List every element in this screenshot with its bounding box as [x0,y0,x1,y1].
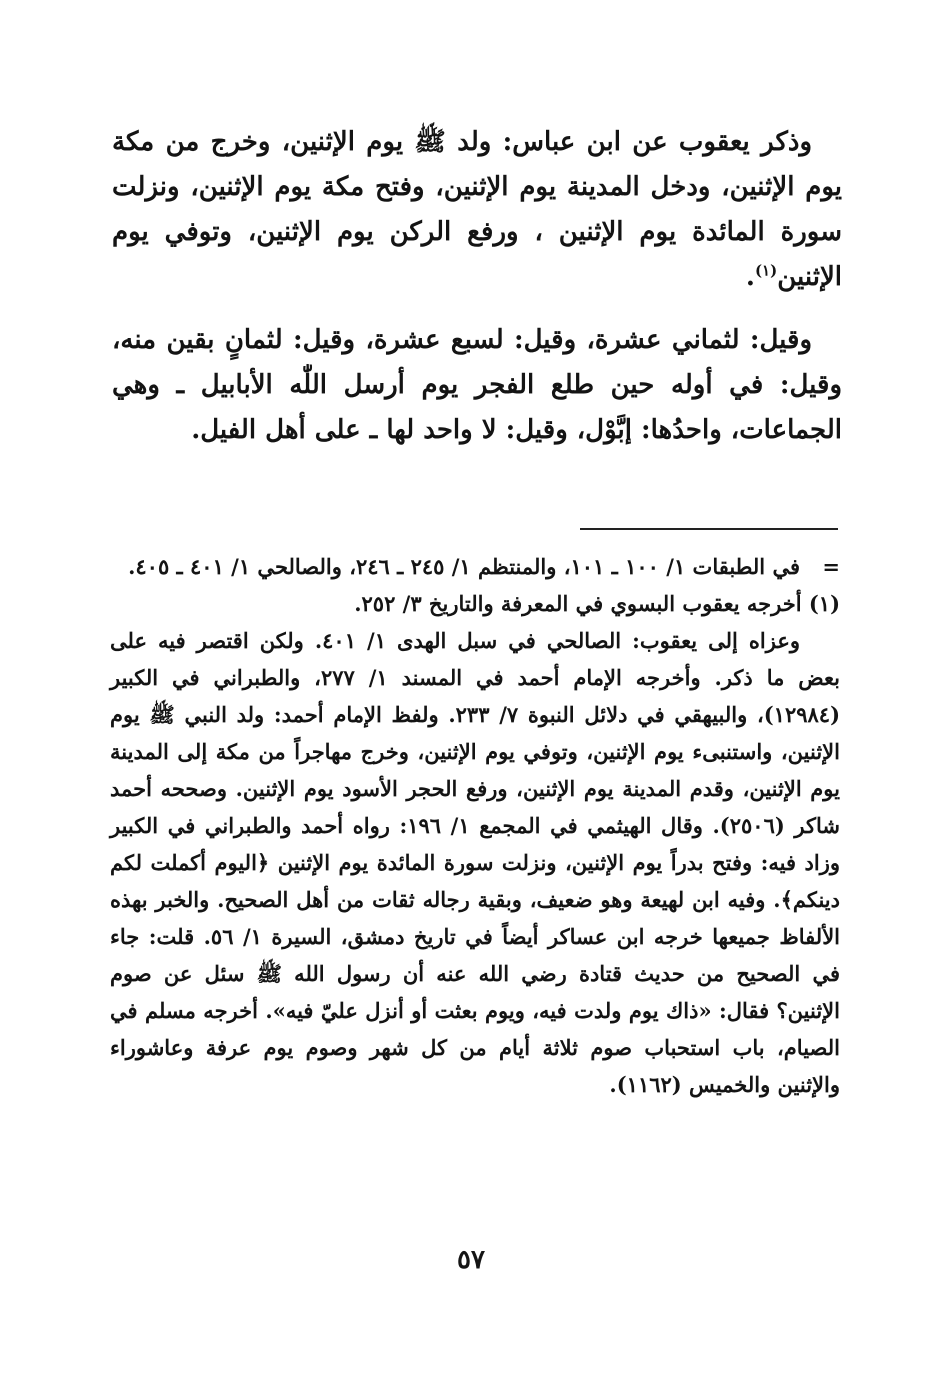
footnotes-section [110,548,840,1103]
main-paragraph-2 [112,318,842,453]
paragraph-2-text: وقيل: لثماني عشرة، وقيل: لسبع عشرة، وقيل: لثمانٍ بقين منه، وقيل: في أوله حين طلع الفجر يوم أرسل اللّٰه الأبابيل ـ وهي الجماعات، واحدُها: إبَّوْل، وقيل: لا واحد لها ـ على أهل الفيل. [112,325,842,445]
continuation-mark: = [822,554,840,579]
main-paragraph-1 [112,120,842,300]
page-number: ٥٧ [457,1245,485,1275]
continuation-text: في الطبقات ١/ ١٠٠ ـ ١٠١، والمنتظم ١/ ٢٤٥ ـ ٢٤٦، والصالحي ١/ ٤٠١ ـ ٤٠٥. [128,554,800,579]
footnote-1-body: وعزاه إلى يعقوب: الصالحي في سبل الهدى ١/ ٤٠١. ولكن اقتصر فيه على بعض ما ذكر. وأخرجه الإمام أحمد في المسند ١/ ٢٧٧، والطبراني في الكبير (١٢٩٨٤)، والبيهقي في دلائل النبوة ٧/ ٢٣٣. ولفظ الإمام أحمد: ولد النبي ﷺ يوم الإثنين، واستنبىء يوم الإثنين، وتوفي يوم الإثنين، وخرج مهاجراً من مكة إلى المدينة يوم الإثنين، وقدم المدينة يوم الإثنين، ورفع الحجر الأسود يوم الإثنين. وصححه أحمد شاكر (٢٥٠٦). وقال الهيثمي في المجمع ١/ ١٩٦: رواه أحمد والطبراني في الكبير وزاد فيه: وفتح بدراً يوم الإثنين، ونزلت سورة المائدة يوم الإثنين ﴿اليوم أكملت لكم دينكم﴾. وفيه ابن لهيعة وهو ضعيف، وبقية رجاله ثقات من أهل الصحيح. والخبر بهذه الألفاظ جميعها خرجه ابن عساكر أيضاً في تاريخ دمشق، السيرة ١/ ٥٦. قلت: جاء في الصحيح من حديث قتادة رضي الله عنه أن رسول الله ﷺ سئل عن صوم الإثنين؟ فقال: «ذاك يوم ولدت فيه، ويوم بعثت أو أنزل عليّ فيه». أخرجه مسلم في الصيام، باب استحباب صوم ثلاثة أيام من كل شهر وصوم يوم عرفة وعاشوراء والإثنين والخميس (١١٦٢). [110,628,841,1097]
footnote-separator [580,528,838,530]
paragraph-1-text: وذكر يعقوب عن ابن عباس: ولد ﷺ يوم الإثنين، وخرج من مكة يوم الإثنين، ودخل المدينة يوم الإثنين، وفتح مكة يوم الإثنين، ونزلت سورة المائدة يوم الإثنين ، ورفع الركن يوم الإثنين، وتوفي يوم الإثنين [112,127,842,292]
footnote-continuation [110,548,840,585]
footnote-1-heading: (١) أخرجه يعقوب البسوي في المعرفة والتاريخ ٣/ ٢٥٢. [354,591,840,616]
paragraph-1-end: . [745,262,755,292]
footnote-ref-1: (١) [754,261,778,280]
